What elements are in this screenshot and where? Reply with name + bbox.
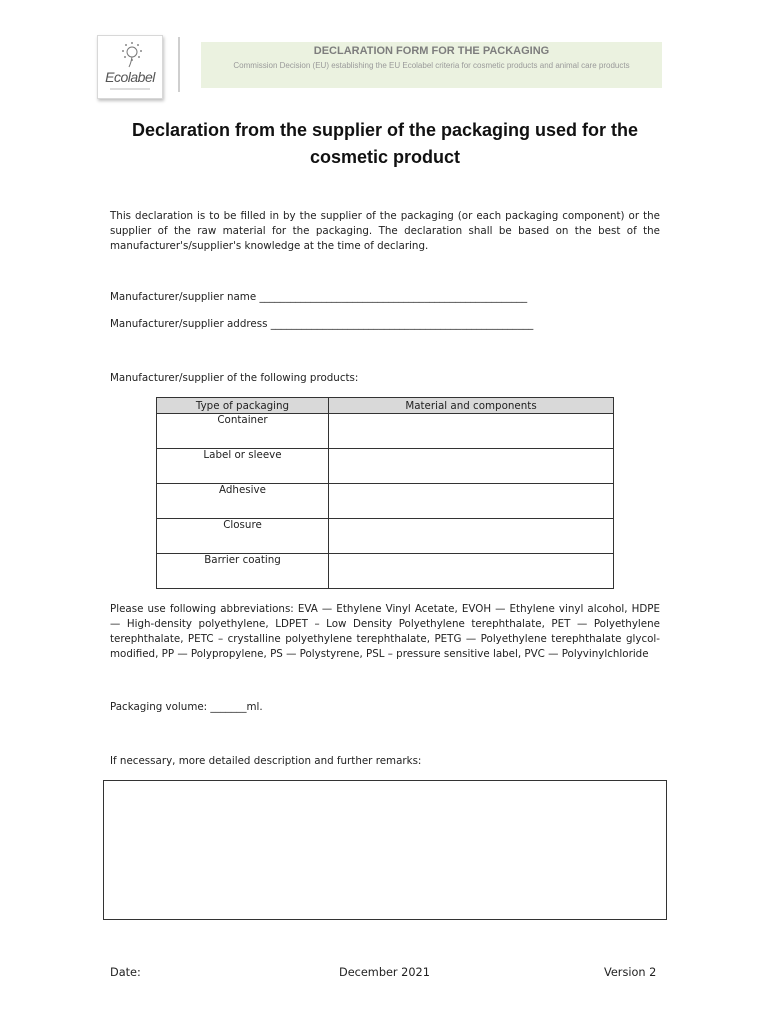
table-row <box>157 554 614 589</box>
table-row <box>157 414 614 449</box>
material-cell[interactable] <box>329 484 614 519</box>
material-cell[interactable] <box>329 449 614 484</box>
footer-version: Version 2 <box>604 966 657 979</box>
header-title: DECLARATION FORM FOR THE PACKAGING <box>313 45 550 57</box>
header-subtitle: Commission Decision (EU) establishing the EU Ecolabel criteria for cosmetic products and animal care products <box>233 61 630 70</box>
logo-text: Ecolabel <box>105 69 155 85</box>
products-label: Manufacturer/supplier of the following products: <box>110 372 359 384</box>
intro-paragraph: This declaration is to be filled in by the supplier of the packaging (or each packaging component) or the supplier of the raw material for the packaging. The declaration shall be based on the best of the manufacturer's/supplier's knowledge at the time of declaring. <box>110 210 660 252</box>
supplier-name-field[interactable]: Manufacturer/supplier name ____________________________________________________ <box>110 291 528 303</box>
table-row <box>157 449 614 484</box>
table-header-row <box>157 398 614 414</box>
packaging-table <box>156 397 614 589</box>
material-cell[interactable] <box>329 519 614 554</box>
material-cell[interactable] <box>329 414 614 449</box>
remarks-textarea[interactable] <box>103 780 667 920</box>
packaging-type-cell: Barrier coating <box>157 554 329 589</box>
footer-date: Date: <box>110 966 141 979</box>
packaging-volume-field[interactable]: Packaging volume: _______ml. <box>110 701 263 713</box>
packaging-type-cell: Container <box>157 414 329 449</box>
page-title: Declaration from the supplier of the packaging used for the cosmetic product <box>131 120 639 167</box>
ecolabel-logo <box>97 35 163 99</box>
table-row <box>157 484 614 519</box>
header-type: Type of packaging <box>157 398 329 414</box>
logo-divider <box>178 37 180 92</box>
packaging-type-cell: Adhesive <box>157 484 329 519</box>
table-row <box>157 519 614 554</box>
header-material: Material and components <box>329 398 614 414</box>
material-cell[interactable] <box>329 554 614 589</box>
supplier-address-field[interactable]: Manufacturer/supplier address ___________________________________________________ <box>110 318 534 330</box>
packaging-type-cell: Label or sleeve <box>157 449 329 484</box>
abbreviations-paragraph: Please use following abbreviations: EVA — Ethylene Vinyl Acetate, EVOH — Ethylene vinyl alcohol, HDPE — High-density polyethylene, LDPET – Low Density Polyethylene terephthalate, PET — Polyethylene terephthalate, PETC – crystalline polyethylene terephthalate, PETG — Polyethylene terephthalate glycol-modified, PP — Polypropylene, PS — Polystyrene, PSL – pressure sensitive label, PVC — Polyvinylchloride <box>110 603 660 660</box>
header-band <box>201 42 662 88</box>
flower-icon <box>98 36 162 98</box>
packaging-type-cell: Closure <box>157 519 329 554</box>
footer-month: December 2021 <box>339 966 430 979</box>
remarks-label: If necessary, more detailed description and further remarks: <box>110 755 422 767</box>
